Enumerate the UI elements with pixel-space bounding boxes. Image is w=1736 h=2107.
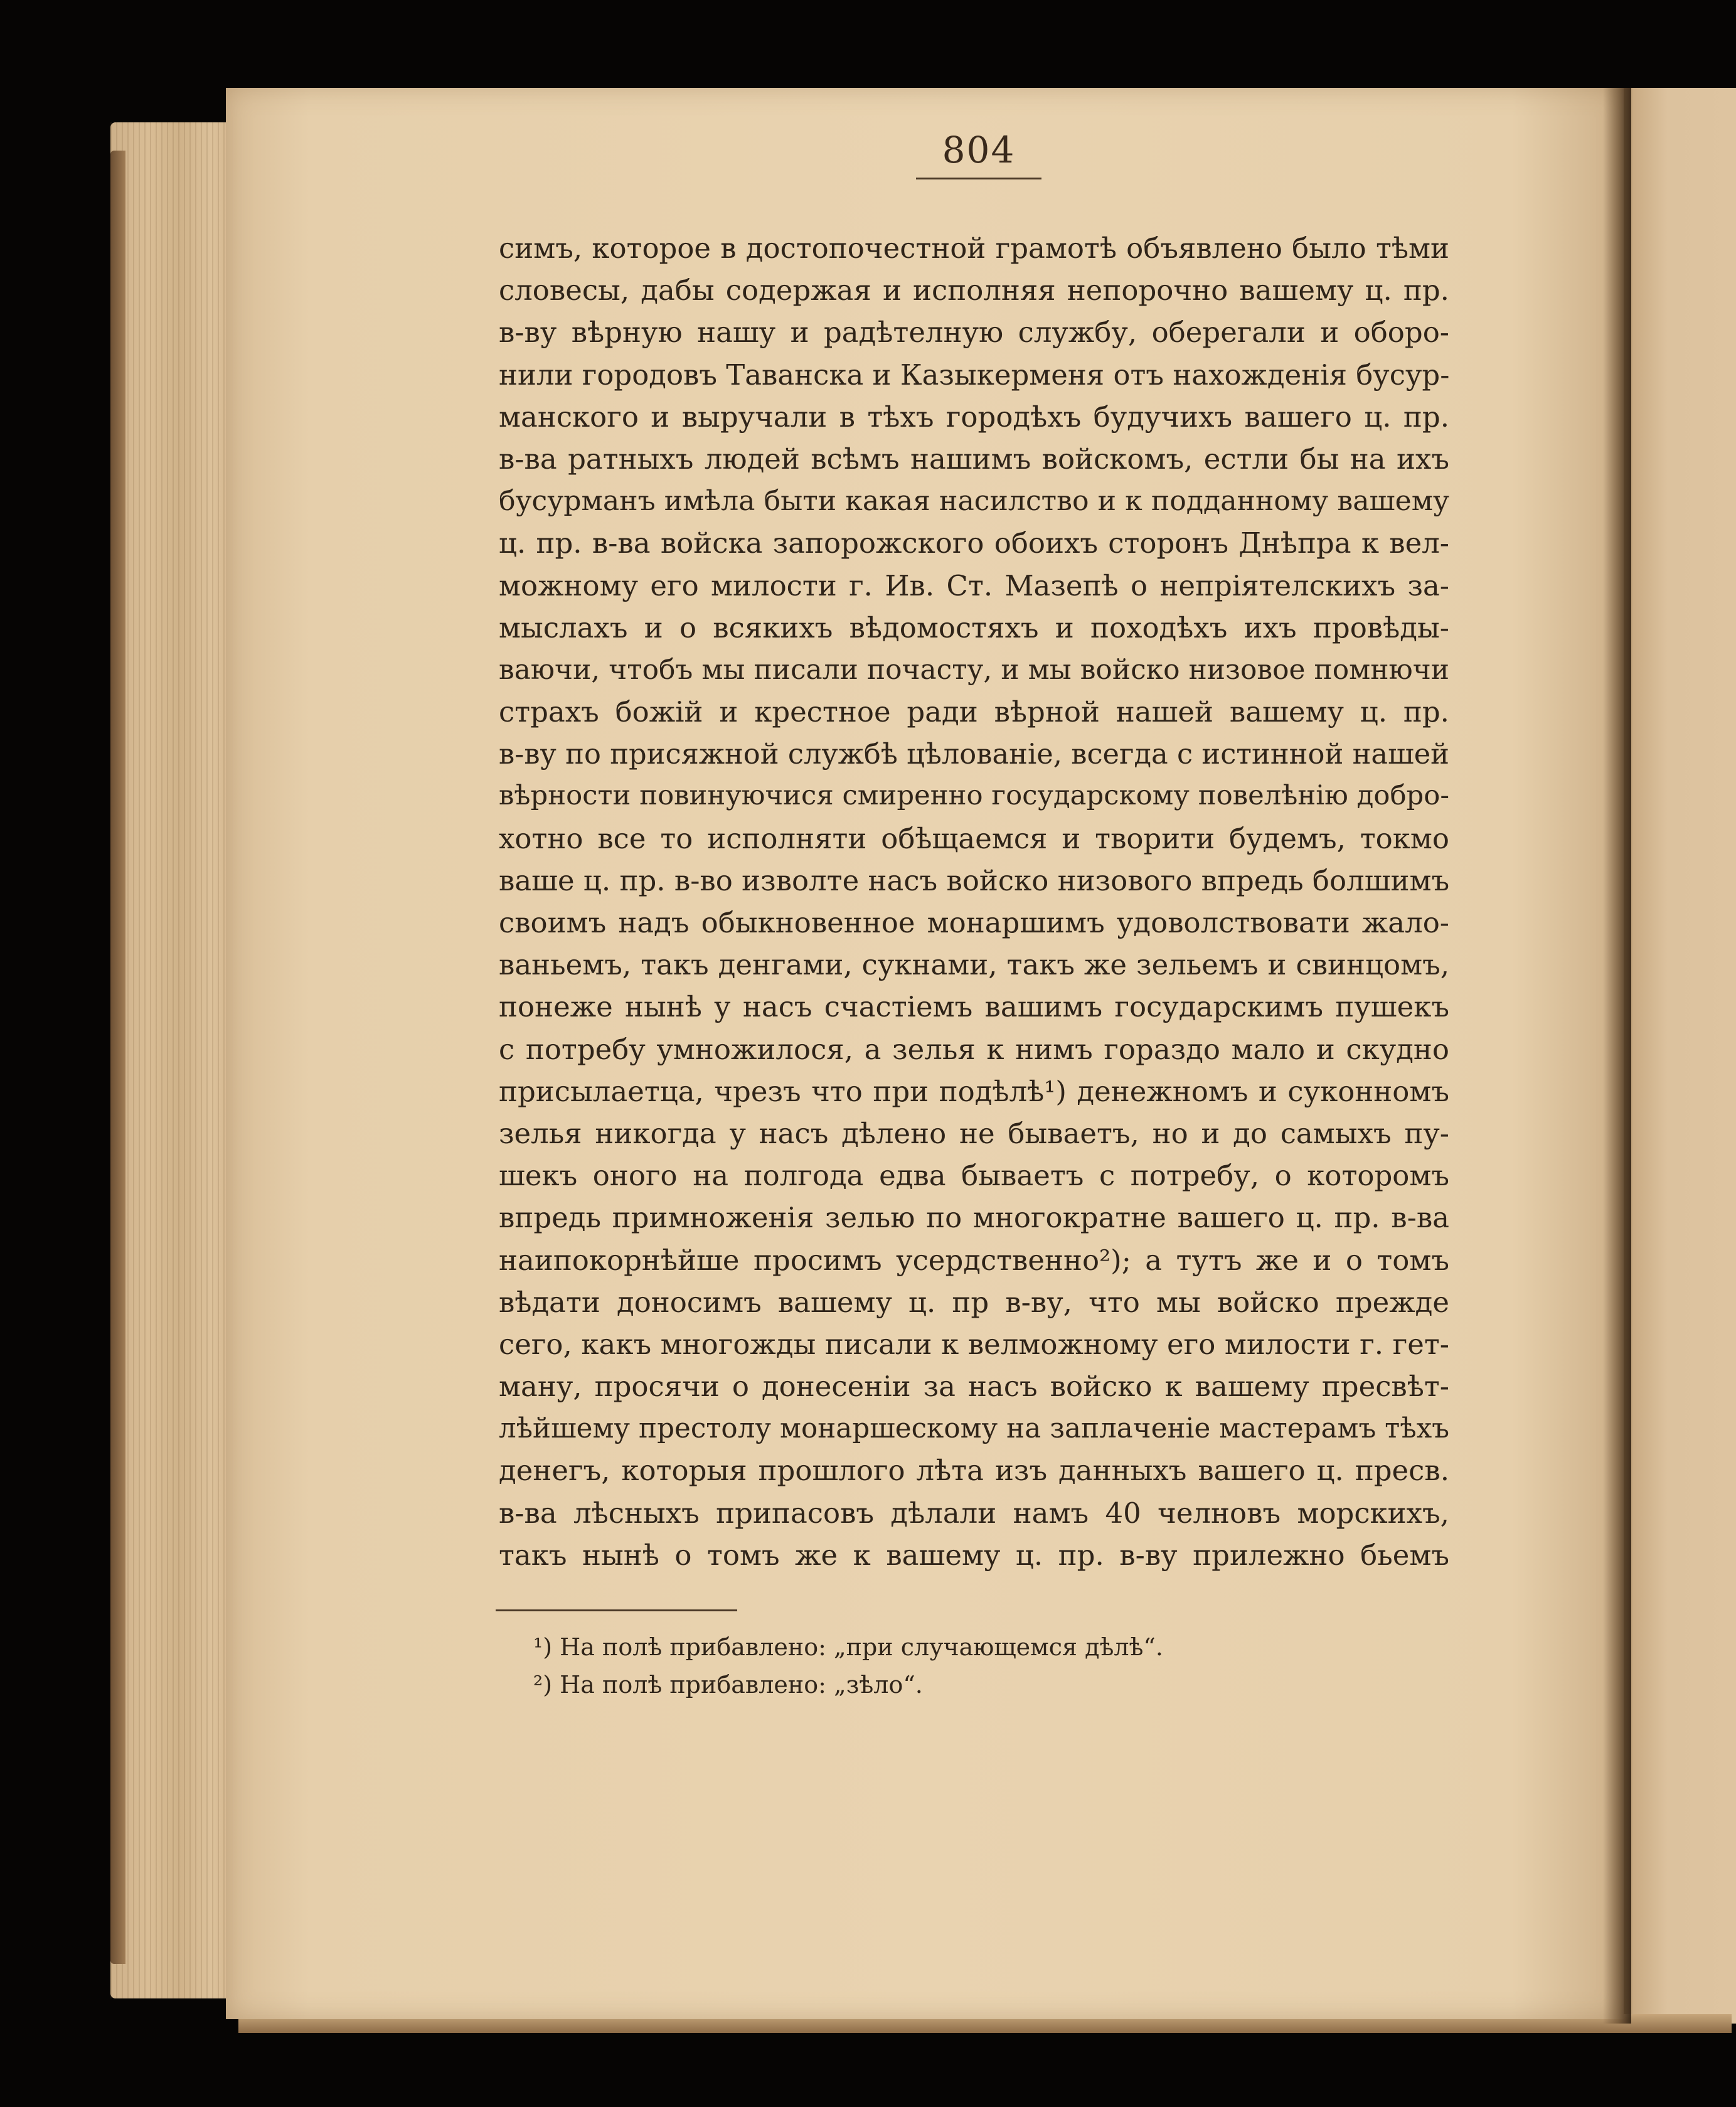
footnotes xyxy=(533,1628,1412,1704)
text-line: можному его милости г. Ив. Ст. Мазепѣ о непріятелскихъ за- xyxy=(499,568,1449,602)
text-line: в-ву вѣрную нашу и радѣтелную службу, оберегали и оборо- xyxy=(499,316,1449,349)
text-line: сего, какъ многожды писали к велможному его милости г. гет- xyxy=(499,1327,1449,1361)
text-line: симъ, которое в достопочестной грамотѣ объявлено было тѣми xyxy=(499,232,1449,265)
footnote-2: ²) На полѣ прибавлено: „зѣло“. xyxy=(533,1671,923,1699)
text-line: понеже нынѣ у насъ счастіемъ вашимъ государскимъ пушекъ xyxy=(499,990,1449,1024)
text-line: ваючи, чтобъ мы писали почасту, и мы войско низовое помнючи xyxy=(499,653,1449,686)
text-line: хотно все то исполняти обѣщаемся и творити будемъ, токмо xyxy=(499,821,1449,855)
text-line: своимъ надъ обыкновенное монаршимъ удоволствовати жало- xyxy=(499,906,1449,939)
page-number-rule xyxy=(916,178,1041,179)
text-line: вѣрности повинуючися смиренно государскому повелѣнію добро- xyxy=(499,780,1449,812)
text-line: страхъ божій и крестное ради вѣрной нашей вашему ц. пр. xyxy=(499,695,1449,729)
text-line: зелья никогда у насъ дѣлено не бываетъ, но и до самыхъ пу- xyxy=(499,1116,1449,1150)
footnote-1: ¹) На полѣ прибавлено: „при случающемся дѣлѣ“. xyxy=(533,1633,1163,1661)
text-line: ваше ц. пр. в-во изволте насъ войско низового впредь болшимъ xyxy=(499,863,1449,897)
text-line: лѣйшему престолу монаршескому на заплаченіе мастерамъ тѣхъ xyxy=(499,1412,1449,1445)
facing-page-edge xyxy=(1622,88,1736,2024)
body-text xyxy=(499,227,1449,1576)
binding-edge xyxy=(110,151,125,1964)
text-line: словесы, дабы содержая и исполняя непорочно вашему ц. пр. xyxy=(499,274,1449,307)
gutter-shadow xyxy=(1603,88,1631,2024)
text-line: впредь примноженія зелью по многократне вашего ц. пр. в-ва xyxy=(499,1201,1449,1235)
text-line: ману, просячи о донесеніи за насъ войско к вашему пресвѣт- xyxy=(499,1370,1449,1404)
text-line: вѣдати доносимъ вашему ц. пр в-ву, что мы войско прежде xyxy=(499,1285,1449,1319)
text-line: мыслахъ и о всякихъ вѣдомостяхъ и походѣхъ ихъ провѣды- xyxy=(499,611,1449,644)
footnote-rule xyxy=(496,1609,737,1611)
text-line: ваньемъ, такъ денгами, сукнами, такъ же зельемъ и свинцомъ, xyxy=(499,948,1449,982)
text-line: бусурманъ имѣла быти какая насилство и к подданному вашему xyxy=(499,485,1449,518)
text-line: с потребу умножилося, а зелья к нимъ гораздо мало и скудно xyxy=(499,1032,1449,1066)
text-line: ц. пр. в-ва войска запорожского обоихъ сторонъ Днѣпра к вел- xyxy=(499,526,1449,560)
page-number: 804 xyxy=(942,129,1016,171)
text-line: нили городовъ Таванска и Казыкерменя отъ нахожденія бусур- xyxy=(499,358,1449,392)
text-line: наипокорнѣйше просимъ усердственно²); а тутъ же и о томъ xyxy=(499,1243,1449,1277)
text-line: шекъ оного на полгода едва бываетъ с потребу, о которомъ xyxy=(499,1159,1449,1193)
text-line: присылаетца, чрезъ что при подѣлѣ¹) денежномъ и суконномъ xyxy=(499,1074,1449,1108)
text-line: такъ нынѣ о томъ же к вашему ц. пр. в-ву прилежно бьемъ xyxy=(499,1538,1449,1572)
text-line: денегъ, которыя прошлого лѣта изъ данныхъ вашего ц. пресв. xyxy=(499,1454,1449,1488)
text-line: манского и выручали в тѣхъ городѣхъ будучихъ вашего ц. пр. xyxy=(499,400,1449,434)
page-edges-left xyxy=(110,122,236,1998)
text-line: в-ва ратныхъ людей всѣмъ нашимъ войскомъ, естли бы на ихъ xyxy=(499,442,1449,476)
text-line: в-ву по присяжной службѣ цѣлованіе, всегда с истинной нашей xyxy=(499,737,1449,771)
text-line: в-ва лѣсныхъ припасовъ дѣлали намъ 40 челновъ морскихъ, xyxy=(499,1496,1449,1530)
